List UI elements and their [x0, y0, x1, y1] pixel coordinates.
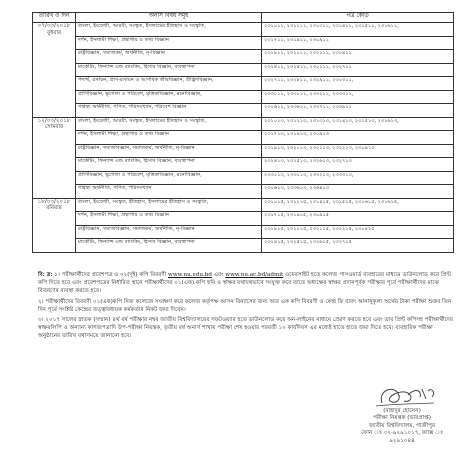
- paper-codes-cell: ২৩৩০১৩, ২৩৩১১৩, ২৩৩২১৩, ২৩৩৩১৩,: [262, 171, 454, 185]
- signatory-org: জাতীয় বিশ্ববিদ্যালয়, গাজীপুর: [368, 422, 436, 429]
- table-header-row: [33, 13, 454, 23]
- paper-codes-cell: ২৩১৯১৫, ২৩২০১৫, ২৩২১১৫, ২৩২২১৫, ২৩০৪১৫: [262, 225, 454, 239]
- subjects-cell: গার্হস্থ্য অর্থনীতি, গণিত, পরিসংখ্যান, পরিবেশ বিজ্ঞান: [76, 104, 262, 118]
- header-codes: পত্র কোড: [262, 13, 454, 23]
- signatory-title: পরীক্ষা নিয়ন্ত্রক (ভারপ্রাপ্ত): [373, 415, 431, 422]
- table-row: [33, 77, 454, 91]
- table-row: [33, 239, 454, 253]
- paper-codes-cell: ২৩২৭১১, ২৩২৮১১, ২৩২৯১১, ২৩০৩১১,: [262, 77, 454, 91]
- note-1-mid: এবং: [213, 272, 224, 278]
- exam-date: ০৭/০৩/২০১৮: [37, 23, 71, 29]
- signatory-contact: ফোন ঃ ০২-৯২৯১০১৭, ফ্যাক্স ঃ ৯২৯১০৪৪: [360, 430, 444, 444]
- table-row: [33, 23, 454, 37]
- paper-codes-cell: ২৩০৬১৩, ২৩৩৬১৩, ২৩৬৪১৩: [262, 185, 454, 199]
- paper-codes-cell: ২৩১৭১৫, ২৩১৯১৫, ২৩০৯১৫: [262, 212, 454, 226]
- paper-codes-cell: ২৩২৪১৩, ২৩২৫১৩, ২৩২৬১৩, ২৩২৭১৩: [262, 158, 454, 172]
- note-2: ২। পরীক্ষার্থীদের বিবরণী ০১(এক)কপি নিজ কলেজে সংরক্ষণ করে কলেজ কর্তৃপক্ষ আসন বিন্যাসের জন্য আর এক কপি বিবরণী ও কেন্দ্র ফি বাবদ আনানুকূল্য অর্থের টাকা পরীক্ষা শুরুর তিন দিন পূর্বে সংশ্লিষ্ট কেন্দ্রের তত্ত্বাবধায়ক কর্মকর্তার নিকট জমা দিবেন।: [38, 298, 452, 313]
- subjects-cell: রাষ্ট্রবিজ্ঞান, সমাজবিজ্ঞান, সমাজকর্ম, অর্থনীতি, নৃ-বিজ্ঞান: [76, 225, 262, 239]
- exam-date-cell: [33, 198, 76, 252]
- exam-date-cell: [33, 23, 76, 118]
- table-row: [33, 144, 454, 158]
- admit-website-link[interactable]: www.nu.ac.bd/admit: [225, 272, 284, 278]
- paper-codes-cell: ২৩১৭১১, ২৩১৯১১, ২৩০৯১১: [262, 36, 454, 50]
- subjects-cell: প্রাণিবিজ্ঞান, ভূগোল ও পরিবেশ, মৃত্তিকাবিজ্ঞান, মনোবিজ্ঞান,: [76, 90, 262, 104]
- table-row: [33, 50, 454, 64]
- subjects-cell: প্রাণিবিজ্ঞান, ভূগোল ও পরিবেশ, মৃত্তিকাবিজ্ঞান, মনোবিজ্ঞান,: [76, 171, 262, 185]
- note-1: [38, 271, 453, 296]
- subjects-cell: দর্শন, ইসলামী শিক্ষা, গ্রন্থাগার ও তথ্য বিজ্ঞান: [76, 131, 262, 145]
- paper-codes-cell: ২৩১৭১৩, ২৩১৯১৩, ২৩০৯১৩: [262, 131, 454, 145]
- subjects-cell: মার্কেটিং, ফিন্যান্স এন্ড ব্যাংকিং, হিসাব বিজ্ঞান, ব্যবস্থাপনা: [76, 239, 262, 253]
- table-row: [33, 198, 454, 212]
- exam-date: ১২/০৩/২০১৮: [37, 117, 71, 124]
- table-row: [33, 36, 454, 50]
- table-row: [33, 171, 454, 185]
- paper-codes-cell: ২৩১০১৫, ২৩১২১৫, ২৩১৪১৫, ২৩১৫১৫, ২৩১৬১৫, ২৩১৬১৫,: [262, 198, 454, 212]
- signature-block: [352, 408, 452, 445]
- table-row: [33, 63, 454, 77]
- subjects-cell: বাংলা, ইংরেজী, আরবী, সংস্কৃত, ইসলামের ইতিহাস ও সংস্কৃতি,: [76, 23, 262, 37]
- signatory-name: (বাহাদুর হোসেন): [383, 408, 421, 414]
- note-3: ৩। ২০১৭ সালের স্নাতক (সম্মান) ৪র্থ বর্ষ পরীক্ষার নম্বর জাতীয় বিশ্ববিদ্যালয়ের সফটওয়্যার হতে ডাউনলোড করে অন-লাইনের মাধ্যমে প্রেরণ করতে হবে এবং তার প্রিন্ট কপিসহ পরীক্ষার্থীদের স্বাক্ষরলিপি ও অন্যান্য কাগজপত্রাদি উপ-পরীক্ষা নিয়ন্ত্রক, তৃতীয় বর্ষ অনার্স শাখায় পরীক্ষা শেষ হওয়ার পরবর্তী ১০ কার্যদিবস এর মধ্যেই হাতে হাতে জমা দিতে হবে। ব্যবহারিক পরীক্ষা অনুষ্ঠানের তারিখ যথাসময়ে জানানো হবে।: [38, 317, 453, 340]
- exam-date: ১৮/০৩/২০১৮: [37, 198, 71, 205]
- subjects-cell: রাষ্ট্রবিজ্ঞান, সমাজবিজ্ঞান, সমাজকর্ম, অর্থনীতি, নৃ-বিজ্ঞান: [76, 144, 262, 158]
- exam-weekday: বুধবার: [46, 29, 62, 36]
- header-date: তারিখ ও দিন: [33, 13, 76, 23]
- subjects-cell: মার্কেটিং, ফিন্যান্স এন্ড ব্যাংকিং, হিসাব বিজ্ঞান, ব্যবস্থাপনা: [76, 63, 262, 77]
- table-row: [33, 225, 454, 239]
- table-row: [33, 104, 454, 118]
- exam-date-cell: [33, 117, 76, 198]
- exam-weekday: রবিবার: [46, 205, 62, 212]
- table-row: [33, 185, 454, 199]
- paper-codes-cell: ২৩০৬১১, ২৩৩৬১১, ২৩৩৭১১, ২৩৩৯১১: [262, 104, 454, 118]
- paper-codes-cell: ২৩১৯১১, ২৩২০১১, ২৩২২১১, ২৩০৪১১: [262, 50, 454, 64]
- subjects-cell: রাষ্ট্রবিজ্ঞান, সমাজকর্ম, অর্থনীতি, নৃ-বিজ্ঞান: [76, 50, 262, 64]
- table-row: [33, 131, 454, 145]
- paper-codes-cell: ২৩১০১১, ২৩১২১১, ২৩১৩১১, ২৩১৪১১, ২৩১৫১১, ২৩১৬১১,: [262, 23, 454, 37]
- table-row: [33, 90, 454, 104]
- paper-codes-cell: ২৩১০১৩, ২৩১২১৩, ২৩১৩১৩, ২৩১৪১৩, ২৩১৫১৩, ২৩১৬১৩,: [262, 117, 454, 131]
- note-label: বি: দ্র:: [38, 272, 53, 278]
- subjects-cell: দর্শন, ইসলামী শিক্ষা, গ্রন্থাগার ও তথ্য বিজ্ঞান: [76, 212, 262, 226]
- subjects-cell: বাংলা, ইংরেজী, সংস্কৃত, ইতিহাস, ইসলামের ইতিহাস ও সংস্কৃতি,: [76, 198, 262, 212]
- table-row: [33, 117, 454, 131]
- exam-weekday: সোমবার: [44, 124, 64, 131]
- subjects-cell: মার্কেটিং, ফিন্যান্স এন্ড ব্যাংকিং, হিসাব বিজ্ঞান, ব্যবস্থাপনা: [76, 158, 262, 172]
- notes-section: [38, 271, 453, 343]
- table-body: [33, 23, 454, 253]
- table-row: [33, 158, 454, 172]
- header-subjects: অনার্স বিষয় সমূহ: [76, 13, 262, 23]
- nu-website-link[interactable]: www.nu.edu.bd: [168, 272, 212, 278]
- note-1-before: ১। পরীক্ষার্থীদের প্রবেশপত্র ও ০২(দুই) কপি বিবরণী: [54, 272, 167, 278]
- note-1-after: ওয়েবসাইট হতে কলেজ পাসওয়ার্ড ব্যবহারের মাধ্যমে ডাউনলোড করে প্রিন্ট কপি দিতে হবে এবং প্রবেশপত্রের নির্ধারিত স্থানে পরীক্ষার্থীদের ০১(এক) কপি ছবি ও স্বাক্ষর যথাযথভাবে সংযুক্ত করে তাতে অধ্যক্ষের স্বাক্ষর প্রদানপূর্বক পরীক্ষার পূর্বে পরীক্ষার্থীদের মাঝে বিতরণের ব্যবস্থা করতে হবে।: [38, 272, 452, 295]
- paper-codes-cell: ২৩১৯১৩, ২৩২০১৩, ২৩২১১৩, ২৩২২১৩, ২৩০৪১৩: [262, 144, 454, 158]
- table-row: [33, 212, 454, 226]
- paper-codes-cell: ২৩৩০১১, ২৩৩১১১, ২৩৩২১১, ২৩৩৩১১,: [262, 90, 454, 104]
- subjects-cell: দর্শন, ইসলামী শিক্ষা, গ্রন্থাগার ও তথ্য বিজ্ঞান: [76, 36, 262, 50]
- subjects-cell: বাংলা, ইংরেজী, আরবী, সংস্কৃত, ইসলামের ইতিহাস ও সংস্কৃতি,: [76, 117, 262, 131]
- paper-codes-cell: ২৩২৪১১, ২৩২৫১১, ২৩০১১১, ২৩২৭১১: [262, 63, 454, 77]
- paper-codes-cell: ২৩২৪১৫, ২৩২৫১৫, ২৩২৬১৫, ২৩২৭১৫: [262, 239, 454, 253]
- subjects-cell: পদার্থ, রসায়ন, প্রাণ-রসায়ন ও আণবিক জীববিজ্ঞান, উদ্ভিদবিজ্ঞান,: [76, 77, 262, 91]
- subjects-cell: গার্হস্থ্য অর্থনীতি, গণিত, পরিসংখ্যান: [76, 185, 262, 199]
- exam-schedule-table: [32, 12, 454, 253]
